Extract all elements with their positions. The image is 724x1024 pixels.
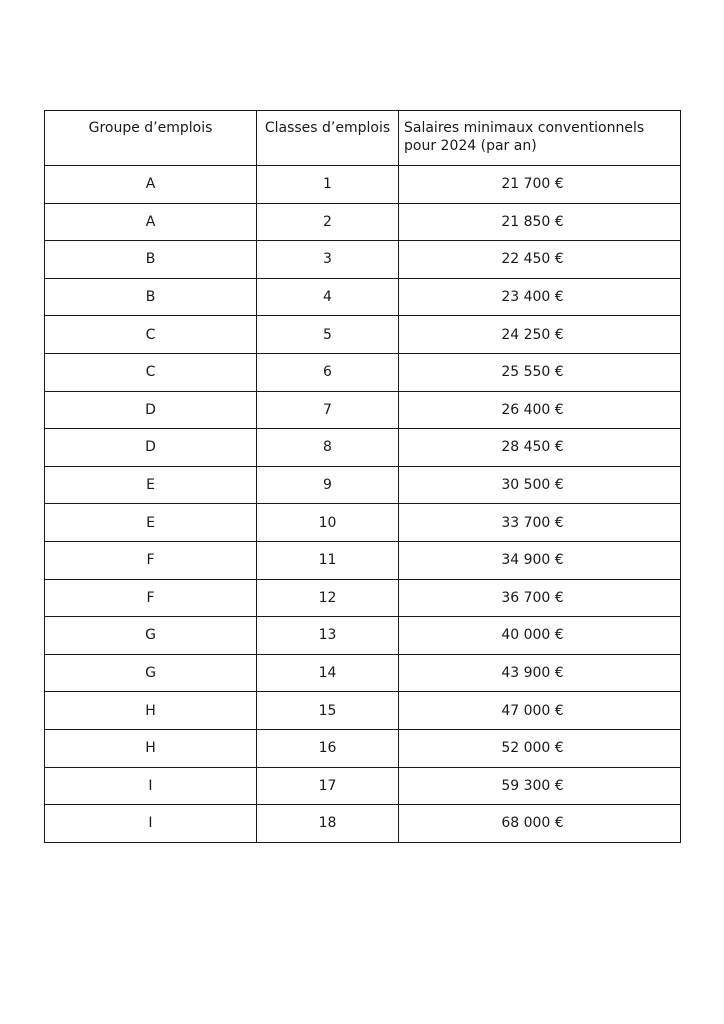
table-row xyxy=(45,429,681,467)
cell-salaire: 28 450 € xyxy=(399,429,681,467)
cell-classe: 2 xyxy=(257,203,399,241)
cell-groupe: F xyxy=(45,541,257,579)
cell-classe: 3 xyxy=(257,241,399,279)
cell-salaire: 21 700 € xyxy=(399,166,681,204)
cell-groupe: C xyxy=(45,316,257,354)
cell-groupe: A xyxy=(45,166,257,204)
cell-classe: 14 xyxy=(257,654,399,692)
cell-classe: 17 xyxy=(257,767,399,805)
table-row xyxy=(45,541,681,579)
cell-classe: 10 xyxy=(257,504,399,542)
cell-groupe: E xyxy=(45,504,257,542)
salary-table xyxy=(44,110,681,843)
cell-classe: 11 xyxy=(257,541,399,579)
table-row xyxy=(45,692,681,730)
cell-classe: 13 xyxy=(257,617,399,655)
table-row xyxy=(45,805,681,843)
table-row xyxy=(45,278,681,316)
cell-classe: 15 xyxy=(257,692,399,730)
cell-salaire: 34 900 € xyxy=(399,541,681,579)
cell-salaire: 47 000 € xyxy=(399,692,681,730)
cell-salaire: 25 550 € xyxy=(399,353,681,391)
cell-groupe: B xyxy=(45,241,257,279)
cell-groupe: I xyxy=(45,767,257,805)
table-row xyxy=(45,316,681,354)
cell-classe: 9 xyxy=(257,466,399,504)
header-classes-emplois: Classes d’emplois xyxy=(257,111,399,166)
table-row xyxy=(45,767,681,805)
table-body xyxy=(45,166,681,843)
cell-salaire: 22 450 € xyxy=(399,241,681,279)
cell-salaire: 26 400 € xyxy=(399,391,681,429)
cell-classe: 6 xyxy=(257,353,399,391)
cell-salaire: 30 500 € xyxy=(399,466,681,504)
header-salaires-minimaux: Salaires minimaux conventionnels pour 2024 (par an) xyxy=(399,111,681,166)
table-row xyxy=(45,504,681,542)
cell-classe: 7 xyxy=(257,391,399,429)
table-row xyxy=(45,617,681,655)
cell-salaire: 59 300 € xyxy=(399,767,681,805)
cell-groupe: G xyxy=(45,654,257,692)
cell-classe: 4 xyxy=(257,278,399,316)
cell-salaire: 21 850 € xyxy=(399,203,681,241)
cell-groupe: D xyxy=(45,391,257,429)
cell-salaire: 43 900 € xyxy=(399,654,681,692)
header-groupe-emplois: Groupe d’emplois xyxy=(45,111,257,166)
cell-classe: 12 xyxy=(257,579,399,617)
table-row xyxy=(45,391,681,429)
cell-groupe: H xyxy=(45,729,257,767)
table-row xyxy=(45,579,681,617)
cell-groupe: H xyxy=(45,692,257,730)
cell-classe: 18 xyxy=(257,805,399,843)
cell-groupe: C xyxy=(45,353,257,391)
cell-groupe: B xyxy=(45,278,257,316)
cell-salaire: 24 250 € xyxy=(399,316,681,354)
cell-salaire: 33 700 € xyxy=(399,504,681,542)
table-row xyxy=(45,466,681,504)
cell-salaire: 36 700 € xyxy=(399,579,681,617)
cell-classe: 1 xyxy=(257,166,399,204)
cell-salaire: 23 400 € xyxy=(399,278,681,316)
table-row xyxy=(45,166,681,204)
cell-classe: 8 xyxy=(257,429,399,467)
header-row xyxy=(45,111,681,166)
cell-classe: 16 xyxy=(257,729,399,767)
cell-salaire: 68 000 € xyxy=(399,805,681,843)
cell-groupe: E xyxy=(45,466,257,504)
cell-salaire: 52 000 € xyxy=(399,729,681,767)
table-row xyxy=(45,729,681,767)
table-row xyxy=(45,203,681,241)
table-row xyxy=(45,241,681,279)
table-row xyxy=(45,353,681,391)
cell-salaire: 40 000 € xyxy=(399,617,681,655)
cell-groupe: D xyxy=(45,429,257,467)
cell-classe: 5 xyxy=(257,316,399,354)
cell-groupe: F xyxy=(45,579,257,617)
table-header xyxy=(45,111,681,166)
cell-groupe: G xyxy=(45,617,257,655)
cell-groupe: A xyxy=(45,203,257,241)
cell-groupe: I xyxy=(45,805,257,843)
table-row xyxy=(45,654,681,692)
